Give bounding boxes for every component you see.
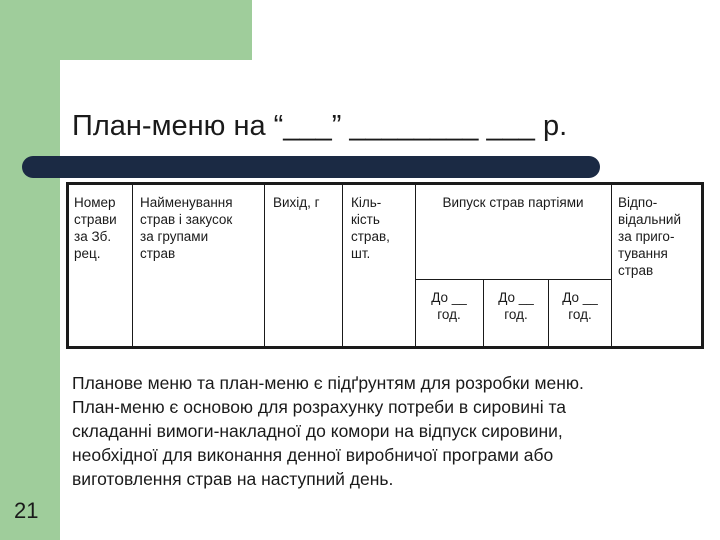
header-dish-number: Номер страви за Зб. рец. (74, 195, 117, 261)
body-line: План-меню є основою для розрахунку потреби в сировині та (72, 397, 567, 417)
green-side-band (0, 0, 60, 540)
green-top-band (60, 0, 252, 60)
header-dish-name: Найменування страв і закусок за групами страв (140, 195, 233, 261)
body-paragraph (72, 371, 672, 491)
body-line: складанні вимоги-накладної до комори на відпуск сировини, (72, 421, 563, 441)
page-number: 21 (14, 498, 39, 523)
header-responsible: Відпо- відальний за приго- тування страв (618, 195, 682, 278)
slide-title: План-меню на “___” ________ ___ р. (72, 110, 568, 142)
body-line: Планове меню та план-меню є підґрунтям для розробки меню. (72, 373, 584, 393)
table-divider (342, 185, 343, 346)
header-yield: Вихід, г (273, 195, 320, 210)
subheader-time-3: До __ год. (562, 290, 598, 322)
subheader-time-2: До __ год. (498, 290, 534, 322)
table-divider (611, 185, 612, 346)
table-divider (264, 185, 265, 346)
body-line: необхідної для виконання денної виробничої програми або (72, 445, 554, 465)
table-divider (132, 185, 133, 346)
title-underline-bar (22, 156, 600, 178)
table-divider (415, 279, 611, 280)
subheader-time-1: До __ год. (431, 290, 467, 322)
header-batch-output: Випуск страв партіями (442, 195, 584, 210)
header-quantity: Кіль- кість страв, шт. (351, 195, 390, 261)
plan-menu-table (66, 182, 704, 349)
body-line: виготовлення страв на наступний день. (72, 469, 394, 489)
